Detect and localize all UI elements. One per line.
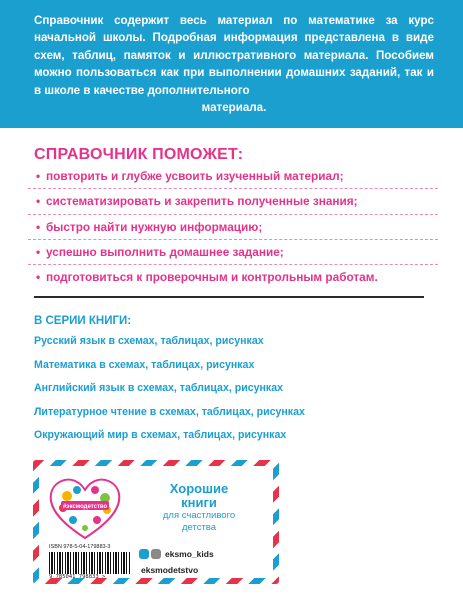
bullet-icon: • [36,169,41,183]
list-item [28,189,438,214]
publisher-card-body [39,466,273,578]
intro-paragraph: Справочник содержит весь материал по математике за курс начальной школы. Подробная информация представлена в виде схем, таблиц, памяток и иллюстративного материала. Пособием можно пользоваться как при выполнении домашних заданий, так и в школе в качестве дополнительного [34,14,434,97]
tagline-line: Хорошие [169,481,229,496]
list-item-text: подготовиться к проверочным и контрольным работам. [46,270,378,285]
social-links [139,546,214,578]
series-book-title: Английский язык в схемах, таблицах, рисунках [34,382,283,395]
series-book-title: Русский язык в схемах, таблицах, рисунках [34,335,264,347]
publisher-card [33,460,279,584]
series-book-title: Окружающий мир в схемах, таблицах, рисунках [34,429,287,442]
section-divider [34,296,424,298]
tagline-line: детства [181,522,217,533]
social-vk[interactable] [139,546,214,562]
intro-paragraph-end: материала. [201,101,267,115]
tagline-line: книги [181,495,217,510]
isbn-text: ISBN 978-5-04-179883-3 [49,544,111,550]
barcode-icon [49,552,131,574]
bullet-icon: • [36,244,41,259]
helps-list [28,164,438,289]
tagline [129,482,269,534]
intro-text [34,12,434,116]
list-item-text: быстро найти нужную информацию; [46,219,263,234]
bullet-icon: • [36,270,41,285]
tagline-line: для счастливого [162,510,236,521]
series-book-title: Математика в схемах, таблицах, рисунках [34,358,255,371]
heart-logo-icon [47,476,123,540]
list-item-text: успешно выполнить домашнее задание; [46,244,284,259]
list-item [28,265,438,289]
social-ig[interactable] [139,562,214,578]
series-book-title: Литературное чтение в схемах, таблицах, рисунках [34,405,305,418]
heart-hashtag: #эксмодетство [62,504,108,510]
vk-icon [139,549,149,559]
series-heading: В СЕРИИ КНИГИ: [34,315,132,327]
list-item [28,240,438,265]
barcode-number: 9 785041 798833 > [49,574,106,580]
series-list [34,333,305,451]
list-item [28,215,438,240]
helps-heading: СПРАВОЧНИК ПОМОЖЕТ: [34,146,244,163]
bullet-icon: • [36,194,41,209]
list-item-text: систематизировать и закрепить полученные знания; [46,194,358,209]
instagram-icon [151,549,161,559]
isbn-block [49,544,133,581]
social-ig-label: eksmodetstvo [141,565,199,575]
intro-band [0,0,463,128]
bullet-icon: • [36,219,41,234]
list-item [28,164,438,189]
social-vk-label: eksmo_kids [165,549,214,559]
list-item-text: повторить и глубже усвоить изученный материал; [46,169,344,183]
